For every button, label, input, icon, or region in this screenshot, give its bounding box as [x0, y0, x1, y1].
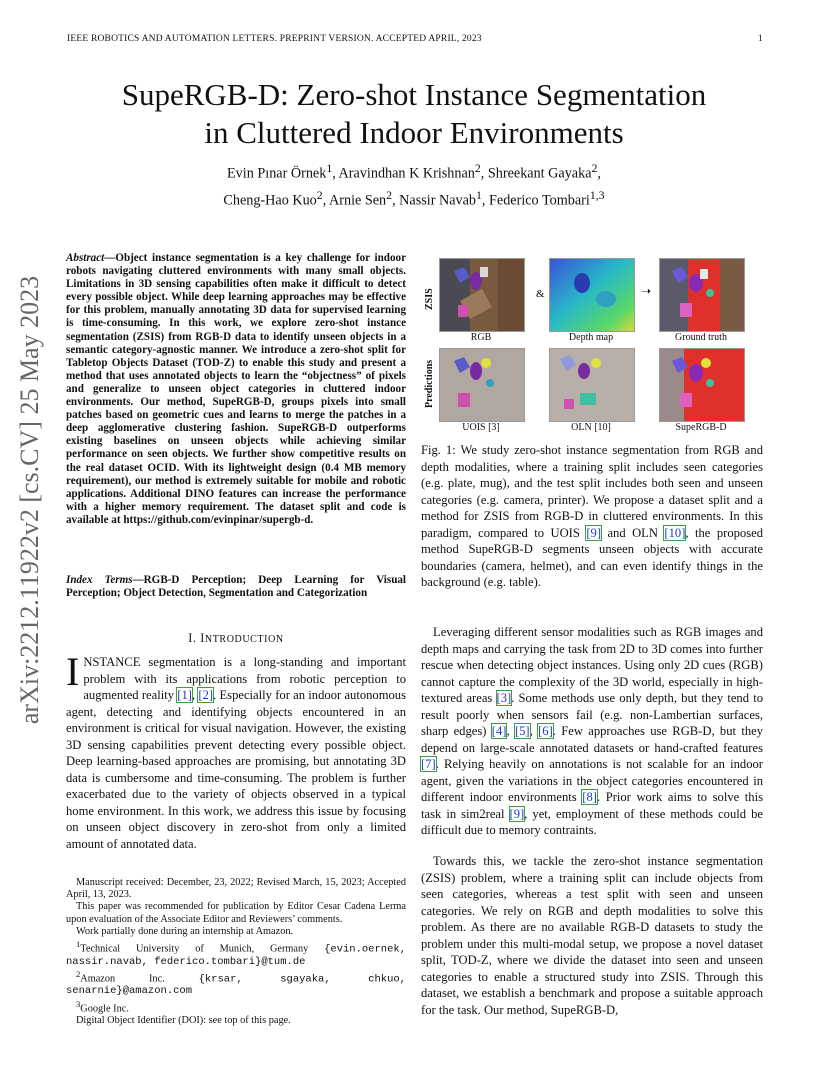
intro-text-a: segmentation is a long-standing and important problem with its applications from robotic perception to augmented reality: [83, 655, 406, 702]
author-line-1: Evin Pınar Örnek$^1$, Aravindhan K Krishnan$^2$, Shreekant Gayaka$^2$,: [227, 161, 601, 182]
footnote-affiliation-3: [66, 998, 406, 1016]
para-text: Leveraging different sensor modalities such as RGB images and depth maps and carrying the task from 2D to 3D comes into further rescue when detecting object instances. Using only 2D cues (RGB) cannot capture the complexity of the 3D world, especially in high-textured areas: [421, 625, 763, 705]
image-ground-truth: [659, 258, 745, 332]
affiliation-text: Amazon Inc.: [80, 973, 199, 985]
para-text: . Some methods use only depth, but they tend to result poorly when sensors fail (e.g. non-Lambertian surfaces, sharp edges): [421, 691, 763, 738]
affiliation-email: {krsar, sgayaka, chkuo, senarnie}@amazon.com: [66, 973, 406, 998]
citation-sep: ,: [529, 724, 539, 738]
citation-link[interactable]: [1]: [177, 688, 192, 702]
citation-link[interactable]: [9]: [509, 806, 525, 821]
label-supergbd: SupeRGB-D: [675, 422, 727, 433]
intro-text-b: . Especially for an indoor autonomous agent, detecting and identifying objects encountered in an environment is critical for visual navigation. However, the existing 3D sensing capabilities prevent detecting every possible object. Deep learning-based approaches are promising, but annotating 3D data is cumbersome and time-consuming. The problem is further exacerbated due to the variety of objects observed in a typical home environment. In this work, we address this issue by focusing on unseen object discovery in zero-shot from only a limited amount of annotated data.: [66, 688, 407, 851]
para-text: , yet, employment of these methods could be difficult due to memory contraints.: [421, 806, 763, 837]
footnote-doi: Digital Object Identifier (DOI): see top of this page.: [76, 1015, 291, 1027]
footnote-mark: 3: [76, 998, 81, 1009]
para-text: . Relying heavily on annotations is not scalable for an indoor agent, given the variations in the object categories encountered in different indoor environments: [421, 757, 763, 804]
footnotes: [66, 877, 406, 1028]
arxiv-stamp: [10, 240, 50, 760]
affiliation-text: Google Inc.: [80, 1003, 129, 1015]
author-line-2: Cheng-Hao Kuo$^2$, Arnie Sen$^2$, Nassir Navab$^1$, Federico Tombari$^{1,3}$: [223, 187, 605, 209]
author-affiliation: 1: [326, 161, 333, 175]
citation-sep: ,: [506, 724, 515, 738]
ampersand: &: [536, 288, 545, 300]
footnote-affiliation-1: [66, 938, 406, 968]
citation-link[interactable]: [9]: [586, 525, 602, 540]
image-depth-map: [549, 258, 635, 332]
running-header: [67, 34, 763, 44]
author-affiliation: 1: [476, 187, 482, 202]
title-line-1: SupeRGB-D: Zero-shot Instance Segmentation: [121, 77, 707, 112]
label-depth-map: Depth map: [568, 332, 614, 343]
caption-text-a: Fig. 1: We study zero-shot instance segmentation from RGB and depth modalities, where a training split includes seen categories (e.g. plate, mug), and the test split includes both seen and unseen categories (e.g. camera, printer). We propose a dataset split and a method for ZSIS from RGB-D in cluttered environments. In this paradigm, compared to UOIS: [421, 443, 763, 540]
intro-paragraph: [66, 649, 407, 852]
citation-link[interactable]: [3]: [496, 691, 512, 705]
author-name: Nassir Navab: [399, 192, 476, 209]
row-label-zsis: ZSIS: [424, 288, 435, 310]
page-number: 1: [758, 34, 763, 44]
author-affiliation: 2: [474, 161, 481, 175]
section-numeral: I.: [188, 631, 201, 645]
index-terms: [66, 574, 406, 600]
arrow-icon: ➝: [641, 284, 652, 298]
para-text: . Few approaches use RGB-D, but they depend on large-scale annotated datasets or hand-crafted features: [421, 724, 764, 755]
right-paragraph-2: [421, 853, 763, 1018]
label-rgb: RGB: [470, 332, 492, 343]
affiliation-text: Technical University of Munich, Germany: [80, 943, 325, 955]
citation-link[interactable]: [8]: [582, 790, 597, 804]
section-initial: I: [200, 631, 205, 645]
citation-link[interactable]: [5]: [514, 724, 530, 738]
author-name: Arnie Sen: [329, 192, 387, 209]
label-uois: UOIS [3]: [462, 422, 500, 433]
author-list: [80, 158, 748, 211]
row-label-predictions: Predictions: [424, 359, 435, 408]
citation-link[interactable]: [4]: [491, 724, 507, 738]
caption-text-c: , the proposed method SupeRGB-D segments unseen objects with accurate boundaries (camera, helmet), and can even identify things in the background (e.g. table).: [421, 525, 763, 589]
author-name: Federico Tombari: [489, 192, 590, 209]
citation-link[interactable]: [6]: [538, 724, 553, 738]
intro-lead: NSTANCE: [83, 655, 141, 669]
author-affiliation: 2: [591, 161, 598, 175]
image-uois: [439, 348, 525, 422]
author-name: Cheng-Hao Kuo: [223, 192, 317, 209]
section-heading: [66, 631, 406, 646]
title-line-2: in Cluttered Indoor Environments: [204, 115, 624, 150]
author-name: Aravindhan K Krishnan: [338, 165, 475, 182]
label-ground-truth: Ground truth: [675, 332, 727, 343]
index-terms-text: —RGB-D Perception; Deep Learning for Visual Perception; Object Detection, Segmentation and Categorization: [66, 574, 406, 600]
author-affiliation: 2: [316, 187, 323, 202]
footnote-manuscript: Manuscript received: December, 23, 2022; Revised March, 15, 2023; Accepted April, 13, 2023.: [66, 877, 406, 901]
arxiv-id-text: arXiv:2212.11922v2 [cs.CV] 25 May 2023: [15, 275, 44, 725]
author-affiliation: 1,3: [589, 187, 605, 202]
footnote-mark: 1: [76, 939, 81, 950]
abstract-text: —Object instance segmentation is a key challenge for indoor robots navigating cluttered environments with many small objects. Limitations in 3D sensing capabilities often make it difficult to detect every possible object. While deep learning approaches may be effective for this problem, manually annotating 3D data for supervised learning is time-consuming. In this work, we explore zero-shot instance segmentation (ZSIS) from RGB-D data to identify unseen objects in a semantic category-agnostic manner. We introduce a zero-shot split for Tabletop Objects Dataset (TOD-Z) to enable this study and present a method that uses annotated objects to learn the “objectness” of pixels and generalize to unseen object categories in cluttered indoor environments. Our method, SupeRGB-D, groups pixels into small patches based on geometric cues and learns to merge the patches in a deep agglomerative clustering fashion. SupeRGB-D outperforms existing baselines on unseen objects while achieving similar performance on seen objects. We further show competitive results on the real dataset OCID. With its lightweight design (0.4 MB memory requirement), our method is extremely suitable for mobile and robotic applications. Additional DINO features can increase the performance with a higher memory requirement. The dataset split and code is available at https://github.com/evinpinar/supergb-d.: [66, 252, 406, 526]
caption-text-b: and OLN: [601, 525, 665, 540]
abstract: [66, 252, 406, 527]
image-oln: [549, 348, 635, 422]
paragraph: Towards this, we tackle the zero-shot instance segmentation (ZSIS) problem, where a training split can include objects from seen categories, whereas a test split with seen and unseen categories. We rely on RGB and depth modalities to solve this problem. As there are no available RGB-D datasets to study the problem under this multi-modal setup, we propose a novel dataset split, TOD-Z, where we divide the dataset into seen and unseen categories to enable a structured study into ZSIS. Through this dataset, we establish a benchmark and propose a suitable approach for the task. Our method, SupeRGB-D,: [421, 854, 763, 1017]
image-rgb: [439, 258, 525, 332]
figure-1: [421, 252, 763, 442]
author-name: Shreekant Gayaka: [487, 165, 592, 182]
drop-cap: I: [66, 649, 80, 694]
abstract-label: Abstract: [66, 252, 105, 264]
affiliation-email: {evin.oernek, nassir.navab, federico.tombari}@tum.de: [66, 943, 406, 968]
image-supergbd: [659, 348, 745, 422]
footnote-affiliation-2: [66, 968, 406, 998]
citation-link[interactable]: [10]: [664, 525, 686, 540]
figure-caption: [421, 442, 763, 591]
footnote-recommended: This paper was recommended for publication by Editor Cesar Cadena Lerma upon evaluation of the Associate Editor and Reviewers’ comments.: [66, 901, 406, 925]
paper-title: [40, 76, 788, 152]
citation-link[interactable]: [7]: [421, 757, 436, 771]
footnote-internship: Work partially done during an internship at Amazon.: [76, 925, 294, 937]
para-text: . Prior work aims to solve this task in sim2real: [421, 790, 763, 821]
journal-header: IEEE ROBOTICS AND AUTOMATION LETTERS. PREPRINT VERSION. ACCEPTED APRIL, 2023: [67, 34, 482, 44]
paragraph: [421, 624, 763, 839]
author-affiliation: 2: [386, 187, 393, 202]
citation-link[interactable]: [2]: [198, 688, 214, 702]
right-paragraph-1: [421, 624, 763, 839]
label-oln: OLN [10]: [571, 422, 611, 433]
footnote-mark: 2: [76, 968, 81, 979]
citation-sep: ,: [191, 688, 199, 702]
section-rest: NTRODUCTION: [204, 634, 284, 645]
index-terms-label: Index Terms: [66, 574, 133, 586]
author-name: Evin Pınar Örnek: [227, 165, 327, 182]
